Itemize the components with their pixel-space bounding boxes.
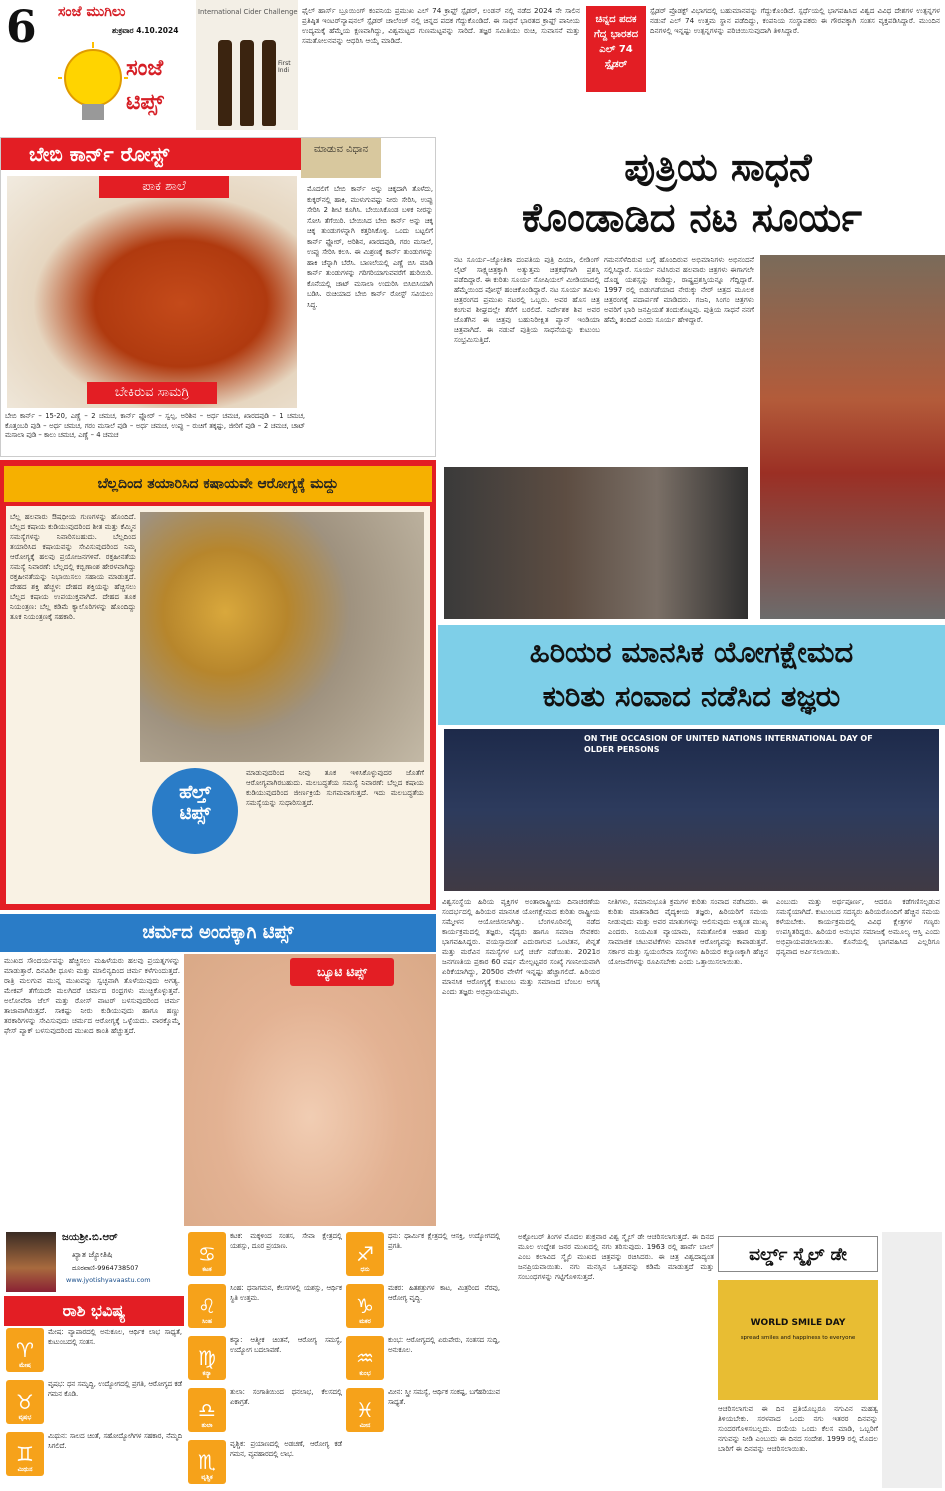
recipe-ingredients: ಬೇಬಿ ಕಾರ್ನ್ – 15-20, ಎಣ್ಣೆ – 2 ಚಮಚ, ಕಾರ್ನ್ ಫ್ಲೋರ್ – ಸ್ವಲ್ಪ, ಅರಿಶಿನ – ಅರ್ಧ ಚಮಚ, ಖಾರದಪುಡಿ – 1 ಚಮಚ, ಕೊತ್ತಂಬರಿ ಪುಡಿ – ಅರ್ಧ ಚಮಚ, ಗರಂ ಮಸಾಲೆ ಪುಡಿ – ಅರ್ಧ ಚಮಚ, ಉಪ್ಪು – ರುಚಿಗೆ ತಕ್ಕಷ್ಟು, ಜೀರಿಗೆ ಪುಡಿ – 2 ಚಮಚ, ಚಾಟ್ ಮಸಾಲಾ ಪುಡಿ – ಕಾಲು ಚಮಚ, ಎಣ್ಣೆ – 4 ಚಮಚ [5, 412, 305, 439]
zodiac-icon [346, 1232, 384, 1276]
cinema-headline-1: ಪುತ್ರಿಯ ಸಾಧನೆ [624, 145, 812, 189]
zodiac-icon [188, 1232, 226, 1276]
astrologer-phone: ದೂರವಾಣಿ-9964738507 [72, 1264, 139, 1272]
advert-title: International Cider Challenge [198, 8, 298, 16]
top-story-col2: ಸ್ಪೈಡರ್ ಪ್ರೊಡಕ್ಟ್ ವಿಭಾಗದಲ್ಲಿ ಬಹುಮಾನವನ್ನು ಗೆದ್ದುಕೊಂಡಿದೆ. ಸ್ಪರ್ಧೆಯಲ್ಲಿ ಭಾಗವಹಿಸಿದ ವಿಶ್ವದ ವಿವಿಧ ದೇಶಗಳ ಉತ್ಪನ್ನಗಳ ನಡುವೆ ಎಲ್ 74 ಉತ್ತಮ ಸ್ಥಾನ ಪಡೆದಿದ್ದು, ಕಂಪನಿಯ ಸಂಸ್ಥಾಪಕರು ಈ ಗೌರವಕ್ಕಾಗಿ ಸಂತಸ ವ್ಯಕ್ತಪಡಿಸಿದ್ದಾರೆ. ಮುಂದಿನ ದಿನಗಳಲ್ಲಿ ಇನ್ನಷ್ಟು ಉತ್ಪನ್ನಗಳನ್ನು ಪರಿಚಯಿಸುವುದಾಗಿ ತಿಳಿಸಿದ್ದಾರೆ. [650, 6, 940, 35]
zodiac-glyph: ♒ [356, 1346, 374, 1370]
zodiac-glyph: ♌ [198, 1294, 216, 1318]
zodiac-name: ಸಿಂಹ [201, 1318, 212, 1325]
recipe-ingredients-label: ಬೇಕಿರುವ ಸಾಮಗ್ರಿ [87, 382, 217, 404]
page-number: 6 [6, 2, 37, 52]
seniors-headline-1: ಹಿರಿಯರ ಮಾನಸಿಕ ಯೋಗಕ್ಷೇಮದ [529, 635, 854, 669]
cinema-col1: ನಟ ಸೂರ್ಯ–ಜ್ಯೋತಿಕಾ ದಂಪತಿಯ ಪುತ್ರಿ ದಿಯಾ, ಲೀಡಿಂಗ್ ಲೈಟ್ ಸಾಕ್ಷ್ಯಚಿತ್ರಕ್ಕಾಗಿ ಅತ್ಯುತ್ತಮ ಚಿತ್ರಕಥೆಗಾಗಿ ಪ್ರಶಸ್ತಿ ಪಡೆದಿದ್ದಾರೆ. ಈ ಕುರಿತು ಸೂರ್ಯ ಸೋಷಿಯಲ್ ಮೀಡಿಯಾದಲ್ಲಿ ಹೆಮ್ಮೆಯಿಂದ ಪೋಸ್ಟ್ ಹಂಚಿಕೊಂಡಿದ್ದಾರೆ. ನಟ ಸೂರ್ಯ ತಮಿಳು ಚಿತ್ರರಂಗದ ಪ್ರಮುಖ ನಟರಲ್ಲಿ ಒಬ್ಬರು. ಅವರ ಹೊಸ ಚಿತ್ರ ಕಂಗುವ ಶೀಘ್ರದಲ್ಲೇ ತೆರೆಗೆ ಬರಲಿದೆ. ನಿರ್ದೇಶಕ ಶಿವ ಅವರ ಜೊತೆಗಿನ ಈ ಚಿತ್ರವು ಬಹುನಿರೀಕ್ಷಿತ ಪ್ಯಾನ್ ಇಂಡಿಯಾ ಚಿತ್ರವಾಗಿದೆ. ಈ ನಡುವೆ ಪುತ್ರಿಯ ಸಾಧನೆಯನ್ನು ಕುಟುಂಬ ಸಂಭ್ರಮಿಸುತ್ತಿದೆ. [454, 255, 600, 344]
zodiac-prediction: ತುಲಾ: ಸಂಗಾತಿಯಿಂದ ಧನಲಾಭ, ಕೆಲಸದಲ್ಲಿ ಏಕಾಗ್ರತೆ. [230, 1388, 342, 1406]
zodiac-name: ಕಟಕ [202, 1266, 212, 1273]
health-bottom: ಮಾಡುವುದರಿಂದ ನೀವು ತೂಕ ಇಳಿಸಿಕೊಳ್ಳುವುದರ ಜೊತೆಗೆ ಆರೋಗ್ಯವಾಗಿರಬಹುದು. ಮಲಬದ್ಧತೆಯ ಸಮಸ್ಯೆ ನಿವಾರಣೆ: ಬೆಲ್ಲದ ಕಷಾಯ ಕುಡಿಯುವುದರಿಂದ ಜೀರ್ಣಕ್ರಿಯೆ ಸುಗಮವಾಗುತ್ತದೆ. ಇದು ಮಲಬದ್ಧತೆಯ ಸಮಸ್ಯೆಯನ್ನು ಸುಧಾರಿಸುತ್ತದೆ. [246, 768, 424, 807]
health-badge-line2: ಟಿಪ್ಸ್ [179, 803, 211, 824]
zodiac-name: ಮೇಷ [19, 1362, 31, 1369]
recipe-title: ಬೇಬಿ ಕಾರ್ನ್ ರೋಸ್ಟ್ [1, 138, 301, 170]
zodiac-prediction: ಧನು: ಧಾರ್ಮಿಕ ಕ್ಷೇತ್ರದಲ್ಲಿ ಆಸಕ್ತಿ, ಉದ್ಯೋಗದಲ್ಲಿ ಪ್ರಗತಿ. [388, 1232, 500, 1250]
zodiac-prediction: ಮೀನ: ಸ್ತ್ರೀ ಸಮಸ್ಯೆ, ಆರ್ಥಿಕ ಸಂಕಷ್ಟ, ಬಗೆಹರಿಯುವ ಸಾಧ್ಯತೆ. [388, 1388, 500, 1406]
seniors-headline-band [438, 625, 945, 725]
zodiac-glyph: ♋ [198, 1242, 216, 1266]
zodiac-name: ಮೀನ [359, 1422, 371, 1429]
zodiac-prediction: ಸಿಂಹ: ಧನಾಗಮನ, ಕೆಲಸಗಳಲ್ಲಿ ಯಶಸ್ಸು, ಆರ್ಥಿಕ ಸ್ಥಿತಿ ಉತ್ತಮ. [230, 1284, 342, 1302]
header-advert [196, 0, 298, 130]
zodiac-name: ಕನ್ಯಾ [202, 1370, 212, 1377]
family-photo [444, 467, 748, 619]
brand-name: ಸಂಜೆ ಮುಗಿಲು [58, 4, 126, 20]
cinema-col2: ಗಮನಸೆಳೆದಿರುವ ಬಗ್ಗೆ ಹೊಂದಿರುವ ಅಭಿಮಾನಿಗಳು ಅಭಿನಂದನೆ ಸಲ್ಲಿಸಿದ್ದಾರೆ. ಸೂರ್ಯ ನಟಿಸಿರುವ ಹಲವಾರು ಚಿತ್ರಗಳು ಈಗಾಗಲೇ ದೊಡ್ಡ ಯಶಸ್ಸನ್ನು ಕಂಡಿದ್ದು, ರಾಷ್ಟ್ರಪ್ರಶಸ್ತಿಯನ್ನೂ ಗೆದ್ದಿದ್ದಾರೆ. 1997 ರಲ್ಲಿ ಬಿಡುಗಡೆಯಾದ ನೇರುಕ್ಕು ನೇರ್ ಚಿತ್ರದ ಮೂಲಕ ಚಿತ್ರರಂಗಕ್ಕೆ ಪದಾರ್ಪಣೆ ಮಾಡಿದರು. ಗಜನಿ, ಸಿಂಗಂ ಚಿತ್ರಗಳು ಅವರಿಗೆ ಭಾರಿ ಜನಪ್ರಿಯತೆ ತಂದುಕೊಟ್ಟವು. ಪುತ್ರಿಯ ಸಾಧನೆ ನನಗೆ ಹೆಮ್ಮೆ ತಂದಿದೆ ಎಂದು ಸೂರ್ಯ ಹೇಳಿದ್ದಾರೆ. [604, 255, 754, 324]
smile-day-card [718, 1280, 878, 1400]
smile-day-card-title: WORLD SMILE DAY [750, 1318, 846, 1328]
seniors-col3: ಎಂಬುದು ಮತ್ತು ಅರ್ಥಪೂರ್ಣ, ಆದರೂ ಕಡೆಗಣಿಸಲ್ಪಡುವ ಸಮಸ್ಯೆಯಾಗಿದೆ. ಕುಟುಂಬದ ಸದಸ್ಯರು ಹಿರಿಯರೊಂದಿಗೆ ಹೆಚ್ಚಿನ ಸಮಯ ಕಳೆಯಬೇಕು. ಕಾರ್ಯಕ್ರಮದಲ್ಲಿ ವಿವಿಧ ಕ್ಷೇತ್ರಗಳ ಗಣ್ಯರು ಉಪಸ್ಥಿತರಿದ್ದರು. ಹಿರಿಯರ ಅನುಭವ ಸಮಾಜಕ್ಕೆ ಅಮೂಲ್ಯ ಆಸ್ತಿ ಎಂದು ಅಭಿಪ್ರಾಯಪಡಲಾಯಿತು. ಕೊನೆಯಲ್ಲಿ ಭಾಗವಹಿಸಿದ ಎಲ್ಲರಿಗೂ ಧನ್ಯವಾದ ಅರ್ಪಿಸಲಾಯಿತು. [776, 897, 940, 956]
zodiac-icon [6, 1432, 44, 1476]
zodiac-name: ಕುಂಭ [359, 1370, 371, 1377]
seniors-col2: ನೀತಿಗಳು, ಸಮಾನುಭೂತಿ ಕ್ರಮಗಳ ಕುರಿತು ಸಂವಾದ ನಡೆಸಿದರು. ಈ ಕುರಿತು ಮಾತನಾಡಿದ ವೈದ್ಯಕೀಯ ತಜ್ಞರು, ಹಿರಿಯರಿಗೆ ಸಮಯ ನೀಡುವುದು ಮತ್ತು ಅವರ ಮಾತುಗಳನ್ನು ಆಲಿಸುವುದು ಅತ್ಯಂತ ಮುಖ್ಯ ಎಂದರು. ನಿಯಮಿತ ವ್ಯಾಯಾಮ, ಸಮತೋಲಿತ ಆಹಾರ ಮತ್ತು ಸಾಮಾಜಿಕ ಚಟುವಟಿಕೆಗಳು ಮಾನಸಿಕ ಆರೋಗ್ಯವನ್ನು ಕಾಪಾಡುತ್ತವೆ. ಸರ್ಕಾರ ಮತ್ತು ಸ್ವಯಂಸೇವಾ ಸಂಸ್ಥೆಗಳು ಹಿರಿಯರ ಕಲ್ಯಾಣಕ್ಕಾಗಿ ಹೆಚ್ಚಿನ ಯೋಜನೆಗಳನ್ನು ರೂಪಿಸಬೇಕು ಎಂದು ಒತ್ತಾಯಿಸಲಾಯಿತು. [608, 897, 768, 966]
seniors-section [438, 625, 945, 1225]
horoscope-title: ರಾಶಿ ಭವಿಷ್ಯ [4, 1296, 184, 1326]
zodiac-prediction: ಮಕರ: ಹಿತಶತ್ರುಗಳ ಕಾಟ, ಮಿತ್ರರಿಂದ ನೆರವು, ಆರೋಗ್ಯ ವೃದ್ಧಿ. [388, 1284, 500, 1302]
zodiac-glyph: ♏ [198, 1450, 216, 1474]
beauty-body: ಮುಖದ ಸೌಂದರ್ಯವನ್ನು ಹೆಚ್ಚಿಸಲು ಮಹಿಳೆಯರು ಹಲವು ಪ್ರಯತ್ನಗಳನ್ನು ಮಾಡುತ್ತಾರೆ. ದಿನವಿಡೀ ಧೂಳು ಮತ್ತು ಮಾಲಿನ್ಯದಿಂದ ಚರ್ಮ ಕಳೆಗುಂದುತ್ತದೆ. ರಾತ್ರಿ ಮಲಗುವ ಮುನ್ನ ಮುಖವನ್ನು ಸ್ವಚ್ಛವಾಗಿ ತೊಳೆಯುವುದು ಅಗತ್ಯ. ಮೇಕಪ್ ತೆಗೆಯದೇ ಮಲಗಿದರೆ ಚರ್ಮದ ರಂಧ್ರಗಳು ಮುಚ್ಚಿಕೊಳ್ಳುತ್ತವೆ. ಅಲೋವೆರಾ ಜೆಲ್ ಮತ್ತು ರೋಸ್ ವಾಟರ್ ಬಳಸುವುದರಿಂದ ಚರ್ಮ ತಾಜಾವಾಗಿರುತ್ತದೆ. ಸಾಕಷ್ಟು ನೀರು ಕುಡಿಯುವುದು ಹಾಗೂ ಹಣ್ಣು ತರಕಾರಿಗಳನ್ನು ಸೇವಿಸುವುದು ಚರ್ಮದ ಆರೋಗ್ಯಕ್ಕೆ ಒಳ್ಳೆಯದು. ವಾರಕ್ಕೊಮ್ಮೆ ಫೇಸ್ ಪ್ಯಾಕ್ ಬಳಸುವುದರಿಂದ ಮುಖದ ಕಾಂತಿ ಹೆಚ್ಚುತ್ತದೆ. [4, 956, 180, 1035]
health-body: ಬೆಲ್ಲ ಹಲವಾರು ಔಷಧೀಯ ಗುಣಗಳನ್ನು ಹೊಂದಿದೆ. ಬೆಲ್ಲದ ಕಷಾಯ ಕುಡಿಯುವುದರಿಂದ ಶೀತ ಮತ್ತು ಕೆಮ್ಮಿನ ಸಮಸ್ಯೆಗಳನ್ನು ನಿವಾರಿಸಬಹುದು. ಬೆಲ್ಲದಿಂದ ತಯಾರಿಸಿದ ಕಷಾಯವನ್ನು ಸೇವಿಸುವುದರಿಂದ ನಿಮ್ಮ ಆರೋಗ್ಯಕ್ಕೆ ಹಲವು ಪ್ರಯೋಜನಗಳಿವೆ. ರಕ್ತಹೀನತೆಯ ಸಮಸ್ಯೆ ನಿವಾರಣೆ: ಬೆಲ್ಲದಲ್ಲಿ ಕಬ್ಬಿಣಾಂಶ ಹೇರಳವಾಗಿದ್ದು ರಕ್ತಹೀನತೆಯನ್ನು ನಿಭಾಯಿಸಲು ಸಹಾಯ ಮಾಡುತ್ತದೆ. ದೇಹದ ಶಕ್ತಿ ಹೆಚ್ಚಳ: ದೇಹದ ಶಕ್ತಿಯನ್ನು ಹೆಚ್ಚಿಸಲು ಬೆಲ್ಲದ ಕಷಾಯ ಉಪಯುಕ್ತವಾಗಿದೆ. ದೇಹದ ತೂಕ ನಿಯಂತ್ರಣ: ಬೆಲ್ಲ ಕಡಿಮೆ ಕ್ಯಾಲೊರಿಗಳನ್ನು ಹೊಂದಿದ್ದು ತೂಕ ನಿಯಂತ್ರಣಕ್ಕೆ ಸಹಕಾರಿ. [10, 512, 136, 621]
beauty-photo [184, 954, 436, 1226]
seniors-col1: ವಿಶ್ವಸಂಸ್ಥೆಯ ಹಿರಿಯ ವ್ಯಕ್ತಿಗಳ ಅಂತಾರಾಷ್ಟ್ರೀಯ ದಿನಾಚರಣೆಯ ಸಂದರ್ಭದಲ್ಲಿ ಹಿರಿಯರ ಮಾನಸಿಕ ಯೋಗಕ್ಷೇಮದ ಕುರಿತು ರಾಷ್ಟ್ರೀಯ ಸಮ್ಮೇಳನ ಆಯೋಜಿಸಲಾಗಿತ್ತು. ಬೆಂಗಳೂರಿನಲ್ಲಿ ನಡೆದ ಕಾರ್ಯಕ್ರಮದಲ್ಲಿ ತಜ್ಞರು, ವೈದ್ಯರು ಹಾಗೂ ಸಮಾಜ ಸೇವಕರು ಭಾಗವಹಿಸಿದ್ದರು. ವಯಸ್ಸಾದಂತೆ ಎದುರಾಗುವ ಒಂಟಿತನ, ಖಿನ್ನತೆ ಮತ್ತು ಮರೆವಿನ ಸಮಸ್ಯೆಗಳ ಬಗ್ಗೆ ಚರ್ಚೆ ನಡೆಯಿತು. 2021ರ ಜನಗಣತಿಯ ಪ್ರಕಾರ 60 ವರ್ಷ ಮೇಲ್ಪಟ್ಟವರ ಸಂಖ್ಯೆ ಗಣನೀಯವಾಗಿ ಏರಿಕೆಯಾಗಿದ್ದು, 2050ರ ವೇಳೆಗೆ ಇನ್ನಷ್ಟು ಹೆಚ್ಚಾಗಲಿದೆ. ಹಿರಿಯರ ಮಾನಸಿಕ ಆರೋಗ್ಯಕ್ಕೆ ಕುಟುಂಬ ಮತ್ತು ಸಮಾಜದ ಬೆಂಬಲ ಅಗತ್ಯ ಎಂದು ತಜ್ಞರು ಅಭಿಪ್ರಾಯಪಟ್ಟರು. [442, 897, 600, 996]
zodiac-glyph: ♈ [16, 1338, 34, 1362]
zodiac-glyph: ♎ [198, 1398, 216, 1422]
health-title: ಬೆಲ್ಲದಿಂದ ತಯಾರಿಸಿದ ಕಷಾಯವೇ ಆರೋಗ್ಯಕ್ಕೆ ಮದ್ದು [4, 466, 432, 502]
zodiac-name: ಮಿಥುನ [17, 1466, 33, 1473]
zodiac-glyph: ♐ [356, 1242, 374, 1266]
recipe-method: ಮೊದಲಿಗೆ ಬೇಬಿ ಕಾರ್ನ್ ಅನ್ನು ಚಿಕ್ಕದಾಗಿ ತೊಳೆದು, ಕುಕ್ಕರ್‌ನಲ್ಲಿ ಹಾಕಿ, ಮುಳುಗುವಷ್ಟು ನೀರು ಸೇರಿಸಿ, ಉಪ್ಪು ಸೇರಿಸಿ 2 ಶೀಟಿ ಕೂಗಿಸಿ. ಬೇಯಿಸಿಕೊಂಡ ಬಳಿಕ ನೀರನ್ನು ಸೋಸಿ ತೆಗೆಯಿರಿ. ಬೇಯಿಸಿದ ಬೇಬಿ ಕಾರ್ನ್ ಅನ್ನು ಚಿಕ್ಕ ಚಿಕ್ಕ ತುಂಡುಗಳನ್ನಾಗಿ ಕತ್ತರಿಸಿಕೊಳ್ಳಿ. ಒಂದು ಬಟ್ಟಲಿಗೆ ಕಾರ್ನ್ ಫ್ಲೋರ್, ಅರಿಶಿನ, ಖಾರದಪುಡಿ, ಗರಂ ಮಸಾಲೆ, ಉಪ್ಪು ಸೇರಿಸಿ ಕಲಸಿ. ಈ ಮಿಶ್ರಣಕ್ಕೆ ಕಾರ್ನ್ ತುಂಡುಗಳನ್ನು ಹಾಕಿ ಚೆನ್ನಾಗಿ ಬೆರೆಸಿ. ಬಾಣಲೆಯಲ್ಲಿ ಎಣ್ಣೆ ಬಿಸಿ ಮಾಡಿ ಕಾರ್ನ್ ತುಂಡುಗಳನ್ನು ಗರಿಗರಿಯಾಗುವವರೆಗೆ ಹುರಿಯಿರಿ. ಕೊನೆಯಲ್ಲಿ ಚಾಟ್ ಮಸಾಲಾ ಉದುರಿಸಿ ಬಿಸಿಬಿಸಿಯಾಗಿ ಬಡಿಸಿ. ರುಚಿಯಾದ ಬೇಬಿ ಕಾರ್ನ್ ರೋಸ್ಟ್ ಸವಿಯಲು ಸಿದ್ಧ. [307, 185, 433, 309]
top-story-title-box: ಚಿನ್ನದ ಪದಕ ಗೆದ್ದ ಭಾರತದ ಎಲ್ 74 ಸ್ಪೈಡರ್ [586, 6, 646, 92]
smile-day-card-sub: spread smiles and happiness to everyone [740, 1335, 856, 1341]
horoscope-section [0, 1228, 510, 1491]
zodiac-glyph: ♑ [356, 1294, 374, 1318]
smile-day-section [514, 1228, 945, 1491]
zodiac-icon [188, 1440, 226, 1484]
seniors-headline-2: ಕುರಿತು ಸಂವಾದ ನಡೆಸಿದ ತಜ್ಞರು [542, 679, 841, 713]
smile-day-photo [882, 1232, 942, 1488]
horoscope-grid [0, 1228, 510, 1491]
recipe-section [0, 137, 436, 457]
top-story-col1: ಫೈಲ್ ಹಾರ್ಸ್ ಬ್ರೂಯಿಂಗ್ ಕಂಪನಿಯ ಪ್ರಮುಖ ಎಲ್ 74 ಕ್ರಾಫ್ಟ್ ಸ್ಪೈಡರ್, ಲಂಡನ್ ನಲ್ಲಿ ನಡೆದ 2024 ನೇ ಸಾಲಿನ ಪ್ರತಿಷ್ಠಿತ ಇಂಟರ್‌ನ್ಯಾಷನಲ್ ಸ್ಪೈಡರ್ ಚಾಲೆಂಜ್ ನಲ್ಲಿ ಚಿನ್ನದ ಪದಕ ಗೆದ್ದುಕೊಂಡಿದೆ. ಈ ಸಾಧನೆ ಭಾರತದ ಕ್ರಾಫ್ಟ್ ಪಾನೀಯ ಉದ್ಯಮಕ್ಕೆ ಹೆಮ್ಮೆಯ ಕ್ಷಣವಾಗಿದ್ದು, ವಿಶ್ವಮಟ್ಟದ ಗುಣಮಟ್ಟವನ್ನು ಸಾರಿದೆ. ತಜ್ಞರ ಸಮಿತಿಯು ರುಚಿ, ಸುವಾಸನೆ ಮತ್ತು ಸಮತೋಲನವನ್ನು ಆಧರಿಸಿ ಆಯ್ಕೆ ಮಾಡಿದೆ. [302, 6, 580, 45]
beauty-badge: ಬ್ಯೂಟಿ ಟಿಪ್ಸ್ [290, 958, 394, 986]
health-badge [152, 768, 238, 854]
recipe-method-label: ಮಾಡುವ ವಿಧಾನ [301, 138, 381, 178]
cinema-headline-2: ಕೊಂಡಾಡಿದ ನಟ ಸೂರ್ಯ [521, 195, 862, 241]
bottle-icon [262, 40, 276, 126]
recipe-kitchen-label: ಪಾಕ ಶಾಲೆ [99, 176, 229, 198]
zodiac-name: ವೃಶ್ಚಿಕ [201, 1474, 213, 1481]
zodiac-prediction: ವೃಷಭ: ಧನ ಸಮೃದ್ಧಿ, ಉದ್ಯೋಗದಲ್ಲಿ ಪ್ರಗತಿ, ಆರೋಗ್ಯದ ಕಡೆ ಗಮನ ಕೊಡಿ. [48, 1380, 182, 1398]
zodiac-icon [188, 1388, 226, 1432]
astrologer-role: ಖ್ಯಾತ ಜ್ಯೋತಿಷಿ [72, 1250, 113, 1259]
seniors-photo-banner: ON THE OCCASION OF UNITED NATIONS INTERNATIONAL DAY OF OLDER PERSONS [584, 734, 873, 754]
astrologer-name: ಜಯಶ್ರೀ.ಬಿ.ಆರ್ [62, 1232, 118, 1243]
zodiac-prediction: ಕಟಕ: ಮಕ್ಕಳಿಂದ ಸಂತಸ, ಸೇವಾ ಕ್ಷೇತ್ರದಲ್ಲಿ ಯಶಸ್ಸು, ದೂರ ಪ್ರಯಾಣ. [230, 1232, 342, 1250]
zodiac-prediction: ಕನ್ಯಾ: ಆತ್ಮೀಕ ಚಿಂತನೆ, ಆರೋಗ್ಯ ಸಮಸ್ಯೆ, ಉದ್ಯೋಗ ಬದಲಾವಣೆ. [230, 1336, 342, 1354]
zodiac-name: ಮಕರ [359, 1318, 371, 1325]
zodiac-name: ತುಲಾ [201, 1422, 213, 1429]
actor-portrait [760, 255, 945, 619]
zodiac-name: ವೃಷಭ [18, 1414, 32, 1421]
smile-day-col1: ಅಕ್ಟೋಬರ್ ತಿಂಗಳ ಮೊದಲ ಶುಕ್ರವಾರ ವಿಶ್ವ ಸ್ಮೈಲ್ ಡೇ ಆಚರಿಸಲಾಗುತ್ತದೆ. ಈ ದಿನದ ಮೂಲ ಉದ್ದೇಶ ಜನರ ಮುಖದಲ್ಲಿ ನಗು ತರಿಸುವುದು. 1963 ರಲ್ಲಿ ಹಾರ್ವೆ ಬಾಲ್ ಎಂಬ ಕಲಾವಿದ ಸ್ಮೈಲಿ ಮುಖದ ಚಿತ್ರವನ್ನು ರಚಿಸಿದರು. ಈ ಚಿತ್ರ ವಿಶ್ವದಾದ್ಯಂತ ಜನಪ್ರಿಯವಾಯಿತು. ನಗು ಮನಸ್ಸಿನ ಒತ್ತಡವನ್ನು ಕಡಿಮೆ ಮಾಡುತ್ತದೆ ಮತ್ತು ಸಂಬಂಧಗಳನ್ನು ಗಟ್ಟಿಗೊಳಿಸುತ್ತದೆ. [518, 1232, 714, 1281]
zodiac-icon [346, 1284, 384, 1328]
zodiac-glyph: ♊ [16, 1442, 34, 1466]
zodiac-prediction: ಕುಂಭ: ಆರೋಗ್ಯದಲ್ಲಿ ಏರುಪೇರು, ಸಂತಸದ ಸುದ್ದಿ, ಅನುಕೂಲ. [388, 1336, 500, 1354]
zodiac-glyph: ♉ [16, 1390, 34, 1414]
zodiac-prediction: ಮಿಥುನ: ಸಾಲದ ಚಿಂತೆ, ಸಹೋದ್ಯೋಗಿಗಳ ಸಹಕಾರ, ನೆಮ್ಮದಿ ಸಿಗಲಿದೆ. [48, 1432, 182, 1450]
zodiac-icon [188, 1284, 226, 1328]
zodiac-icon [346, 1336, 384, 1380]
zodiac-glyph: ♓ [356, 1398, 374, 1422]
issue-date: ಶುಕ್ರವಾರ 4.10.2024 [112, 26, 179, 35]
health-badge-line1: ಹೆಲ್ತ್ [179, 782, 211, 803]
seniors-photo [444, 729, 939, 891]
advert-sub: First Indi [278, 60, 291, 74]
zodiac-icon [346, 1388, 384, 1432]
health-section [0, 460, 436, 910]
recipe-photo [7, 176, 297, 408]
zodiac-prediction: ಮೇಷ: ವ್ಯಾಪಾರದಲ್ಲಿ ಅನುಕೂಲ, ಆರ್ಥಿಕ ಲಾಭ ಸಾಧ್ಯತೆ, ಕುಟುಂಬದಲ್ಲಿ ಸಂತಸ. [48, 1328, 182, 1346]
bottle-icon [218, 40, 232, 126]
zodiac-glyph: ♍ [198, 1346, 216, 1370]
health-photo [140, 512, 424, 762]
zodiac-icon [6, 1328, 44, 1372]
zodiac-icon [6, 1380, 44, 1424]
bulb-icon [58, 40, 128, 130]
page-header [0, 0, 298, 135]
zodiac-prediction: ವೃಶ್ಚಿಕ: ಪ್ರಯಾಣದಲ್ಲಿ ಅಡಚಣೆ, ಆರೋಗ್ಯ ಕಡೆ ಗಮನ, ವ್ಯವಹಾರದಲ್ಲಿ ಲಾಭ. [230, 1440, 342, 1458]
smile-day-title: ವರ್ಲ್ಡ್ ಸ್ಮೈಲ್ ಡೇ [718, 1236, 878, 1272]
astrologer-website: www.jyotishyavaastu.com [66, 1276, 151, 1284]
zodiac-icon [188, 1336, 226, 1380]
smile-day-col2: ಆಚರಿಸಲಾಗುವ ಈ ದಿನ ಪ್ರತಿಯೊಬ್ಬರೂ ನಗುವಿನ ಮಹತ್ವ ತಿಳಿಯಬೇಕು. ಸರಳವಾದ ಒಂದು ನಗು ಇತರರ ದಿನವನ್ನು ಸುಂದರಗೊಳಿಸಬಲ್ಲದು. ದಯೆಯ ಒಂದು ಕೆಲಸ ಮಾಡಿ, ಒಬ್ಬರಿಗೆ ನಗುವನ್ನು ನೀಡಿ ಎಂಬುದು ಈ ದಿನದ ಸಂದೇಶ. 1999 ರಲ್ಲಿ ಮೊದಲ ಬಾರಿಗೆ ಈ ದಿನವನ್ನು ಆಚರಿಸಲಾಯಿತು. [718, 1404, 878, 1453]
zodiac-name: ಧನು [360, 1266, 370, 1273]
beauty-title: ಚರ್ಮದ ಅಂದಕ್ಕಾಗಿ ಟಿಪ್ಸ್ [0, 914, 436, 952]
health-body-panel [6, 506, 430, 904]
top-story [298, 0, 945, 135]
beauty-section [0, 914, 436, 1226]
cinema-section [438, 137, 945, 623]
section-title: ಸಂಜೆ ಟಿಪ್ಸ್ [126, 56, 164, 115]
bottle-icon [240, 40, 254, 126]
